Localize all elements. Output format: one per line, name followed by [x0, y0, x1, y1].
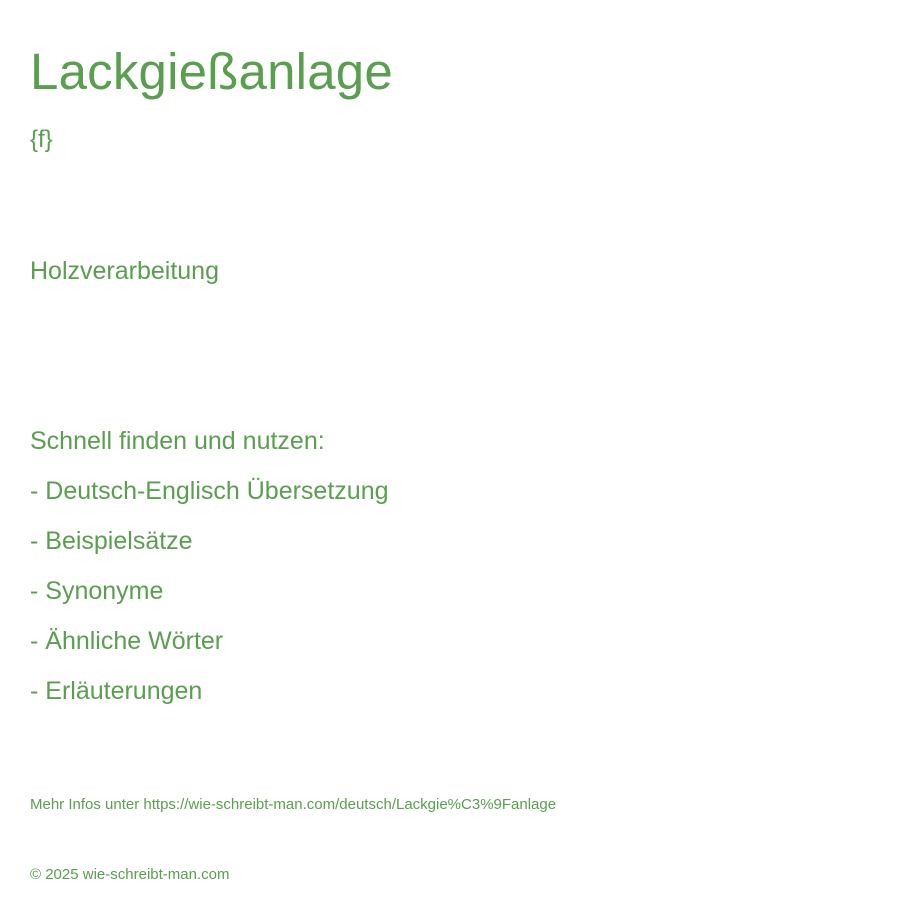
page-title: Lackgießanlage	[30, 43, 393, 100]
copyright-notice: © 2025 wie-schreibt-man.com	[30, 866, 230, 883]
feature-item-explanations: - Erläuterungen	[30, 677, 203, 705]
feature-item-similar-words: - Ähnliche Wörter	[30, 627, 224, 655]
category-label: Holzverarbeitung	[30, 257, 219, 285]
more-info-link[interactable]: Mehr Infos unter https://wie-schreibt-man.com/deutsch/Lackgie%C3%9Fanlage	[30, 796, 557, 813]
feature-item-synonyms: - Synonyme	[30, 577, 164, 605]
gender-marker: {f}	[30, 126, 53, 153]
feature-item-example-sentences: - Beispielsätze	[30, 527, 193, 555]
feature-item-translation: - Deutsch-Englisch Übersetzung	[30, 477, 389, 505]
feature-list	[30, 476, 389, 726]
features-heading: Schnell finden und nutzen:	[30, 427, 325, 455]
